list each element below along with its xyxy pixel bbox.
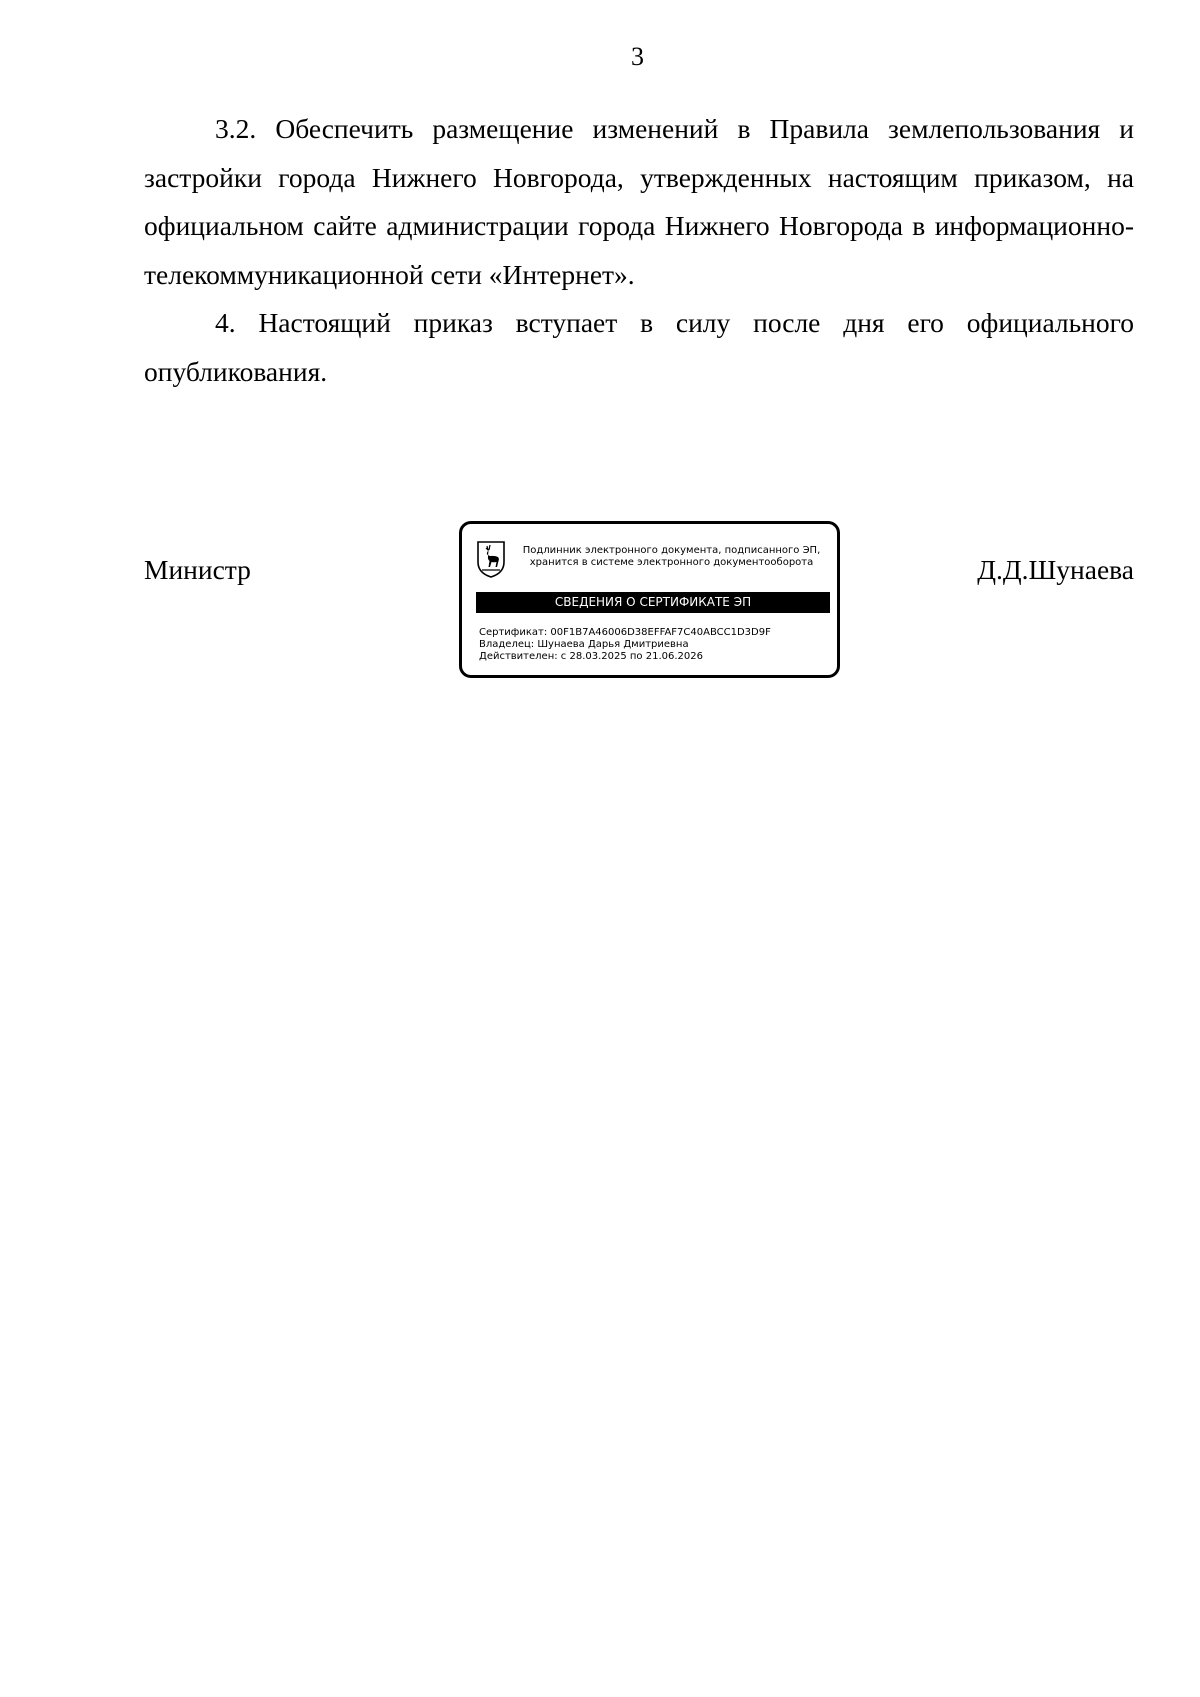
stamp-header-line: хранится в системе электронного документооборота [529,557,814,568]
stamp-header [510,545,833,569]
certificate-details [479,627,771,663]
certificate-owner: Владелец: Шунаева Дарья Дмитриевна [479,639,689,650]
electronic-signature-stamp [459,521,840,678]
certificate-info-bar: СВЕДЕНИЯ О СЕРТИФИКАТЕ ЭП [476,592,830,613]
certificate-serial: Сертификат: 00F1B7A46006D38EFFAF7C40ABCC1D3D9F [479,627,771,638]
signatory-name: Д.Д.Шунаева [977,554,1134,585]
paragraph-4: 4. Настоящий приказ вступает в силу после дня его официального опубликования. [144,307,1134,387]
document-body [144,105,1134,396]
stamp-header-line: Подлинник электронного документа, подписанного ЭП, [522,545,821,556]
signatory-title: Министр [144,554,251,585]
paragraph-3-2: 3.2. Обеспечить размещение изменений в Правила землепользования и застройки города Нижнего Новгорода, утвержденных настоящим приказом, на официальном сайте администрации города Нижнего Новгорода в информационно-телекоммуникационной сети «Интернет». [144,113,1134,290]
certificate-validity: Действителен: с 28.03.2025 по 21.06.2026 [479,651,703,662]
coat-of-arms-icon [476,540,506,579]
page-number: 3 [631,42,644,71]
